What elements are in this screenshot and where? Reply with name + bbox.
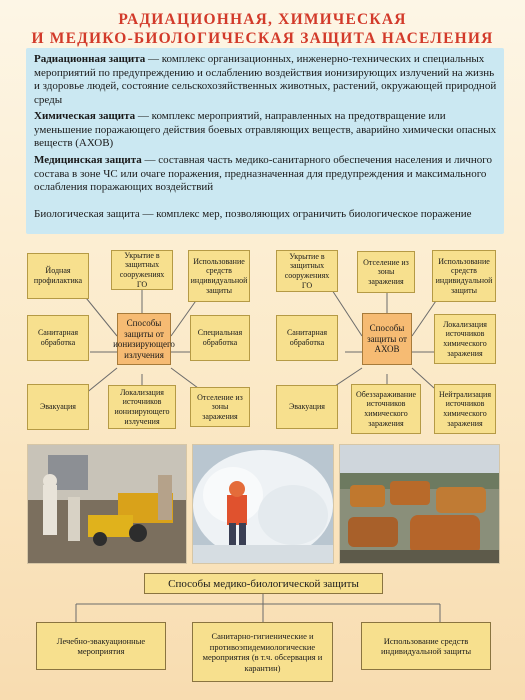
radiation-iodine-prophylaxis: Йодная профилактика: [27, 253, 89, 299]
chemical-evacuation: Эвакуация: [276, 385, 338, 429]
photo-radiation-work-image: [28, 445, 187, 564]
photo-radiation-work: [27, 444, 187, 564]
radiation-center: Способы защиты от ионизирующего излучения: [117, 313, 171, 365]
photo-camp-tents-image: [340, 445, 500, 564]
medbio-ppe: Использование средств индивидуальной защиты: [361, 622, 491, 670]
definition-biological: Биологическая защита — комплекс мер, позволяющих ограничить биологическое поражение: [34, 208, 472, 220]
chemical-ppe: Использование средств индивидуальной защиты: [432, 250, 496, 302]
definition-medical: Медицинская защита — составная часть медико-санитарного обеспечения населения и личного состава в зоне ЧС или очаге поражения, предназначенная для предупреждения и максимального ослабления поражающих воздействий: [34, 154, 493, 194]
radiation-special-treatment: Специальная обработка: [190, 315, 250, 361]
photo-camp-tents: [339, 444, 500, 564]
page-title: [0, 10, 525, 48]
chemical-sanitary-treatment: Санитарная обработка: [276, 315, 338, 361]
medbio-sanitary-hygienic: Санитарно-гигиенические и противоэпидемиологические мероприятия (в т.ч. обсервация и карантин): [192, 622, 333, 682]
chemical-resettlement: Отселение из зоны заражения: [357, 251, 415, 293]
chemical-center: Способы защиты от АХОВ: [362, 313, 412, 365]
photo-chemical-decon-image: [193, 445, 334, 564]
definition-radiation: Радиационная защита — комплекс организационных, инженерно-технических и специальных мероприятий по предупреждению и ослаблению воздействия ионизирующих излучений на жизнь и здоровье людей, состояние сельскохозяйственных животных, растений, окружающей природной среды: [34, 53, 497, 106]
medbio-treatment-evacuation: Лечебно-эвакуационные мероприятия: [36, 622, 166, 670]
definition-chemical: Химическая защита — комплекс мероприятий, направленных на предотвращение или уменьшение поражающего действия боевых отравляющих веществ, аварийно химически опасных веществ (АХОВ): [34, 110, 497, 150]
chemical-neutralization: Нейтрализация источников химического заражения: [434, 384, 496, 434]
radiation-resettlement: Отселение из зоны заражения: [190, 387, 250, 427]
radiation-shelter: Укрытие в защитных сооружениях ГО: [111, 250, 173, 290]
radiation-evacuation: Эвакуация: [27, 384, 89, 430]
radiation-localization: Локализация источников ионизирующего излучения: [108, 385, 176, 429]
title-line-1: РАДИАЦИОННАЯ, ХИМИЧЕСКАЯ: [118, 11, 407, 28]
photo-chemical-decon: [192, 444, 334, 564]
medbio-head: Способы медико-биологической защиты: [144, 573, 383, 594]
chemical-localization: Локализация источников химического заражения: [434, 314, 496, 364]
title-line-2: И МЕДИКО-БИОЛОГИЧЕСКАЯ ЗАЩИТА НАСЕЛЕНИЯ: [31, 30, 494, 47]
radiation-sanitary-treatment: Санитарная обработка: [27, 315, 89, 361]
radiation-ppe: Использование средств индивидуальной защиты: [188, 250, 250, 302]
chemical-decontamination: Обеззараживание источников химического заражения: [351, 384, 421, 434]
chemical-shelter: Укрытие в защитных сооружениях ГО: [276, 250, 338, 292]
